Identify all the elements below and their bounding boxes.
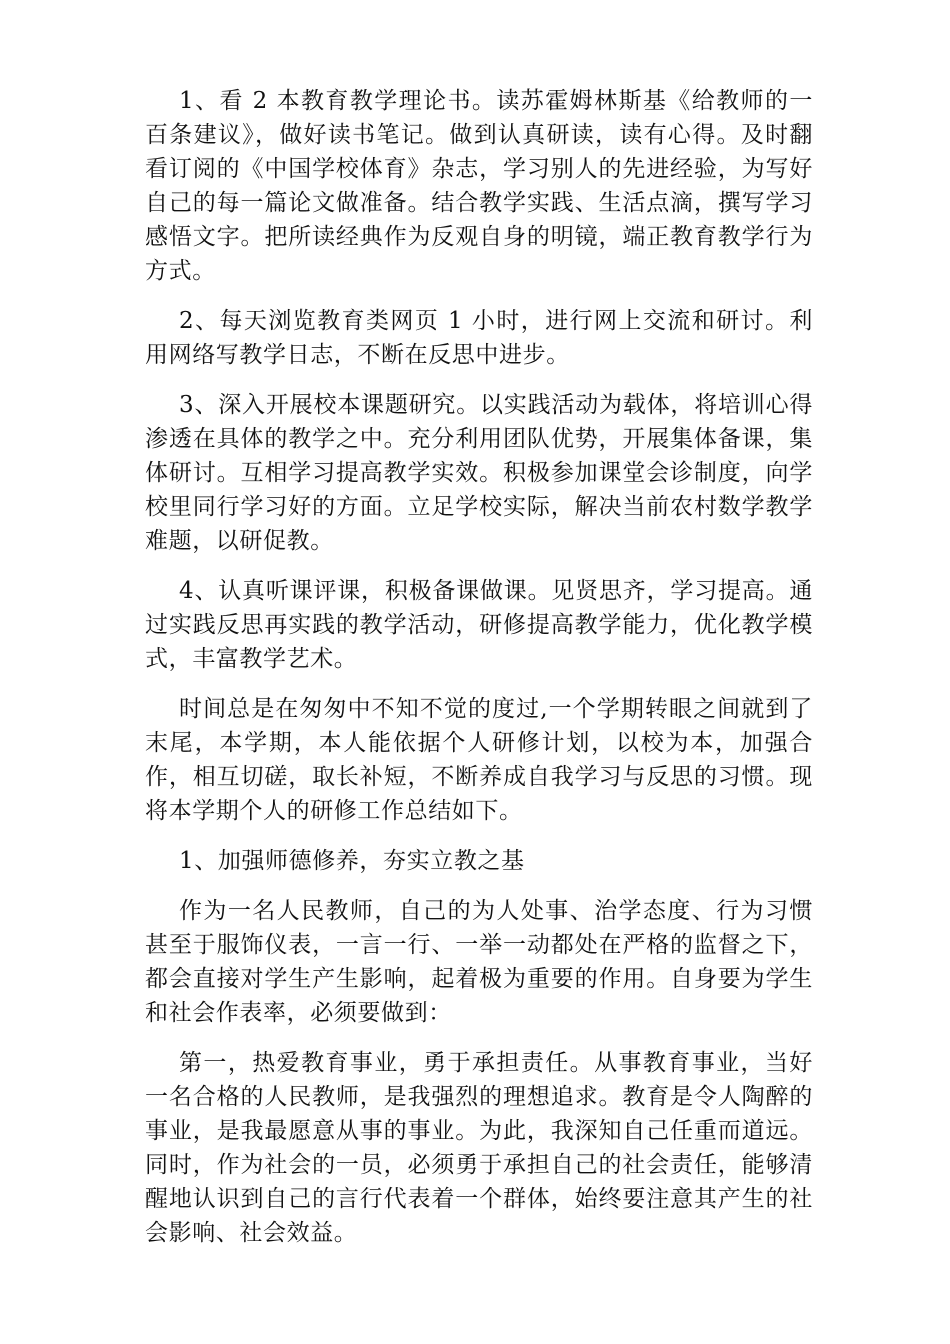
paragraph-teacher-role-model: 作为一名人民教师，自己的为人处事、治学态度、行为习惯甚至于服饰仪表，一言一行、一举一动都处在严格的监督之下，都会直接对学生产生影响，起着极为重要的作用。自身要为学生和社会作表率，必须要做到： (145, 898, 813, 1026)
paragraph-school-research: 3、深入开展校本课题研究。以实践活动为载体，将培训心得渗透在具体的教学之中。充分利用团队优势，开展集体备课，集体研讨。互相学习提高教学实效。积极参加课堂会诊制度，向学校里同行学习好的方面。立足学校实际，解决当前农村数学教学难题，以研促教。 (145, 392, 813, 554)
paragraph-browse-web: 2、每天浏览教育类网页 1 小时，进行网上交流和研讨。利用网络写教学日志，不断在反思中进步。 (145, 308, 813, 368)
paragraph-lesson-observation: 4、认真听课评课，积极备课做课。见贤思齐，学习提高。通过实践反思再实践的教学活动，研修提高教学能力，优化教学模式，丰富教学艺术。 (145, 578, 813, 672)
section-heading-ethics: 1、加强师德修养，夯实立教之基 (179, 848, 525, 874)
paragraph-reading-theory-books: 1、看 2 本教育教学理论书。读苏霍姆林斯基《给教师的一百条建议》，做好读书笔记。做到认真研读，读有心得。及时翻看订阅的《中国学校体育》杂志，学习别人的先进经验，为写好自己的每一篇论文做准备。结合教学实践、生活点滴，撰写学习感悟文字。把所读经典作为反观自身的明镜，端正教育教学行为方式。 (145, 88, 813, 284)
paragraph-semester-summary-intro: 时间总是在匆匆中不知不觉的度过,一个学期转眼之间就到了末尾，本学期，本人能依据个人研修计划，以校为本，加强合作，相互切磋，取长补短，不断养成自我学习与反思的习惯。现将本学期个人的研修工作总结如下。 (145, 696, 813, 824)
paragraph-first-love-education: 第一，热爱教育事业，勇于承担责任。从事教育事业，当好一名合格的人民教师，是我强烈的理想追求。教育是令人陶醉的事业，是我最愿意从事的事业。为此，我深知自己任重而道远。同时，作为社会的一员，必须勇于承担自己的社会责任，能够清醒地认识到自己的言行代表着一个群体，始终要注意其产生的社会影响、社会效益。 (145, 1050, 813, 1246)
document-page (145, 84, 813, 1266)
